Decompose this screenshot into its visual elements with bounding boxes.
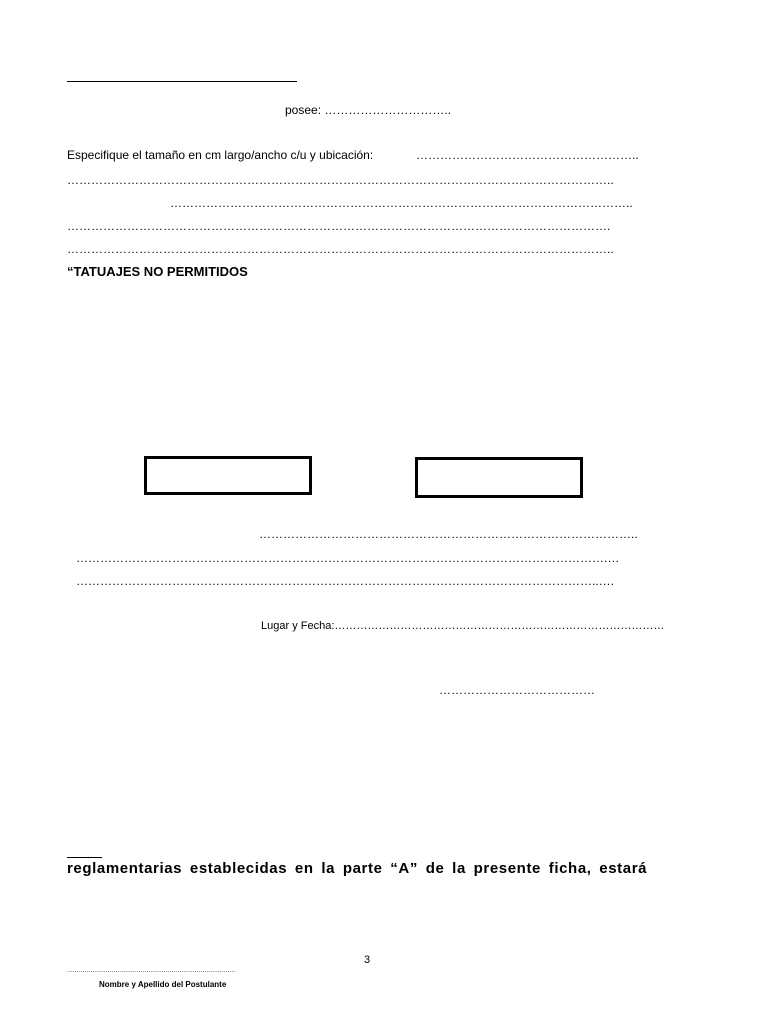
- dots-line: ………………………………………………………………………………………………………………………..: [67, 242, 614, 256]
- header-rule: [67, 81, 297, 82]
- especifique-label: Especifique el tamaño en cm largo/ancho c/u y ubicación:: [67, 148, 374, 162]
- dots-line: ……………………………………………………………………………………………………………………….: [67, 219, 611, 233]
- especifique-dots: ………………………………………………..: [416, 148, 639, 162]
- short-rule: [67, 857, 102, 858]
- name-caption: Nombre y Apellido del Postulante: [99, 980, 227, 989]
- signature-dots: …………………………………: [439, 683, 595, 697]
- dots-line: …………………………………………………………………………………………………………………….…: [76, 551, 620, 565]
- dots-line: …………………………………………………………………………………………………………………..….: [76, 574, 615, 588]
- name-dots: ……………………………………………………………………………: [67, 968, 236, 974]
- section-heading: “TATUAJES NO PERMITIDOS: [67, 264, 248, 279]
- dots-line: ………………………………………………………………………………………………………………………..: [67, 173, 614, 187]
- lugar-fecha-field: Lugar y Fecha:………………………………………………………………………………: [261, 620, 665, 632]
- dots-line: …………………………………………………………………………………..: [259, 527, 638, 541]
- checkbox-left: [144, 456, 312, 495]
- dots-line: ……………………………………………………………………………………………………..: [170, 196, 633, 210]
- checkbox-right: [415, 457, 583, 498]
- body-text: reglamentarias establecidas en la parte “A” de la presente ficha, estará: [67, 860, 648, 877]
- posee-field: posee: …………………………..: [285, 103, 452, 117]
- page-number: 3: [364, 954, 371, 966]
